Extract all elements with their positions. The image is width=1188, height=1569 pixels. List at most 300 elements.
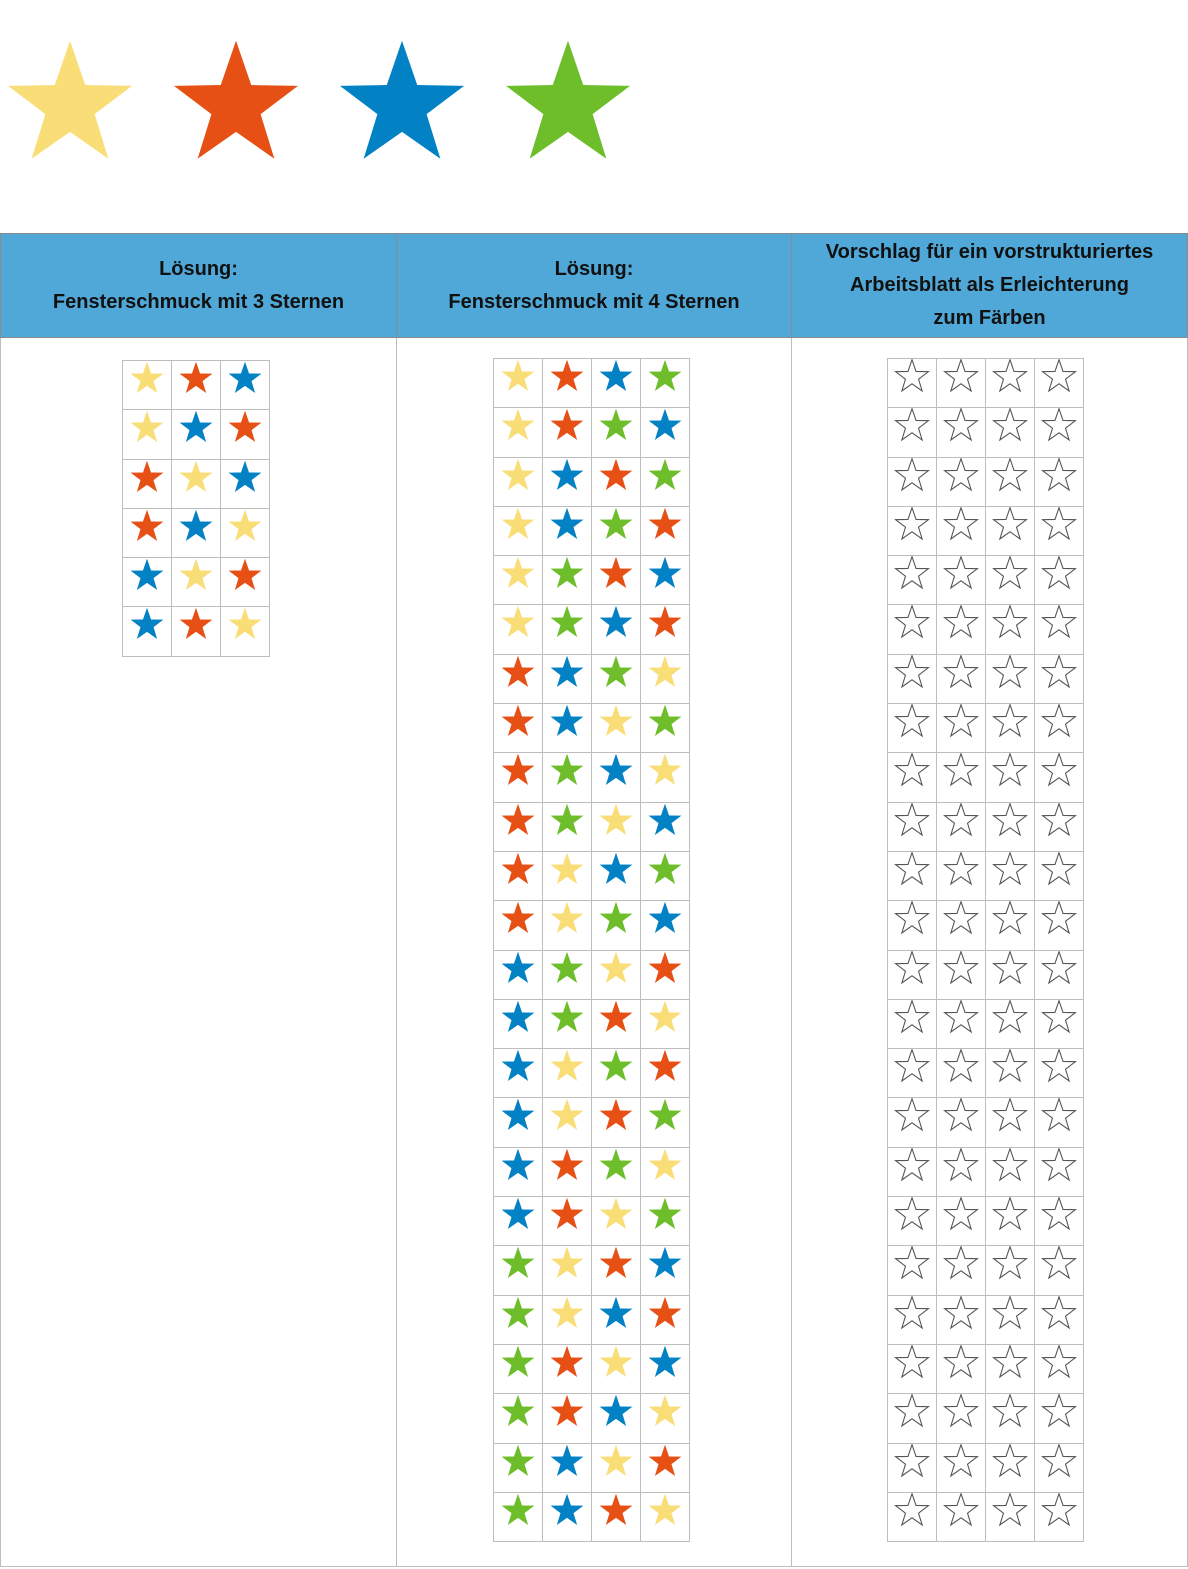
- outline-star-icon: [943, 458, 979, 494]
- grid-cell: [986, 1098, 1035, 1147]
- yellow-star-icon: [500, 359, 536, 395]
- yellow-star-icon: [647, 655, 683, 691]
- blue-star-icon: [598, 852, 634, 888]
- grid-row: [888, 506, 1084, 555]
- grid-cell: [641, 1147, 690, 1196]
- outline-star-icon: [992, 1098, 1028, 1134]
- blue-star-icon: [549, 1444, 585, 1480]
- grid-cell: [123, 508, 172, 557]
- green-star-icon: [598, 901, 634, 937]
- grid-cell: [888, 1492, 937, 1541]
- grid-row: [888, 1197, 1084, 1246]
- grid-cell: [543, 1492, 592, 1541]
- grid-cell: [172, 410, 221, 459]
- outline-star-icon: [894, 1000, 930, 1036]
- yellow-star-icon: [178, 460, 214, 496]
- grid-cell: [888, 654, 937, 703]
- red-star-icon: [598, 556, 634, 592]
- green-star-icon: [500, 1246, 536, 1282]
- grid-cell: [1035, 1295, 1084, 1344]
- grid-cell: [1035, 1344, 1084, 1393]
- grid-row: [123, 459, 270, 508]
- grid-cell: [1035, 457, 1084, 506]
- outline-star-icon: [894, 803, 930, 839]
- grid-row: [494, 1098, 690, 1147]
- red-star-icon: [549, 408, 585, 444]
- yellow-star-icon: [549, 1049, 585, 1085]
- grid-row: [494, 1197, 690, 1246]
- red-star-icon: [500, 704, 536, 740]
- grid-cell: [986, 1344, 1035, 1393]
- grid-cell: [641, 999, 690, 1048]
- grid-cell: [494, 408, 543, 457]
- outline-star-icon: [992, 852, 1028, 888]
- outline-star-icon: [943, 1345, 979, 1381]
- grid-cell: [937, 1394, 986, 1443]
- grid-cell: [592, 506, 641, 555]
- grid-cell: [986, 999, 1035, 1048]
- grid-cell: [888, 1246, 937, 1295]
- grid-cell: [888, 1049, 937, 1098]
- outline-star-icon: [943, 408, 979, 444]
- outline-star-icon: [943, 1098, 979, 1134]
- grid-row: [494, 999, 690, 1048]
- outline-star-icon: [943, 1049, 979, 1085]
- yellow-star-icon: [598, 1444, 634, 1480]
- grid-cell: [543, 901, 592, 950]
- grid-row: [123, 607, 270, 656]
- grid-cell: [494, 654, 543, 703]
- blue-star-icon: [647, 1246, 683, 1282]
- grid-cell: [888, 704, 937, 753]
- grid-cell: [543, 1394, 592, 1443]
- grid-cell: [1035, 556, 1084, 605]
- grid-cell: [543, 654, 592, 703]
- grid-cell: [592, 1147, 641, 1196]
- green-star-icon: [647, 359, 683, 395]
- grid-cell: [592, 654, 641, 703]
- grid-cell: [888, 1098, 937, 1147]
- grid-cell: [641, 753, 690, 802]
- grid-cell: [172, 361, 221, 410]
- grid-row: [494, 1147, 690, 1196]
- grid-cell: [221, 410, 270, 459]
- blue-star-icon: [549, 655, 585, 691]
- grid-cell: [1035, 802, 1084, 851]
- grid-cell: [937, 704, 986, 753]
- grid-cell: [986, 408, 1035, 457]
- solution-table: [0, 233, 1188, 1567]
- grid-row: [888, 851, 1084, 900]
- grid-cell: [641, 851, 690, 900]
- grid-cell: [1035, 1197, 1084, 1246]
- outline-star-icon: [992, 359, 1028, 395]
- grid-cell: [592, 1443, 641, 1492]
- grid-cell: [494, 1443, 543, 1492]
- outline-star-icon: [992, 1493, 1028, 1529]
- red-star-icon: [647, 605, 683, 641]
- grid-cell: [888, 950, 937, 999]
- outline-star-icon: [894, 901, 930, 937]
- grid-row: [888, 1443, 1084, 1492]
- grid-cell: [592, 359, 641, 408]
- blue-star-icon: [598, 1394, 634, 1430]
- outline-star-icon: [1041, 359, 1077, 395]
- outline-star-icon: [992, 1197, 1028, 1233]
- blue-star-icon: [178, 509, 214, 545]
- color-legend: [0, 38, 660, 174]
- outline-star-icon: [1041, 852, 1077, 888]
- grid-cell: [543, 802, 592, 851]
- grid-cell: [986, 950, 1035, 999]
- grid-cell: [888, 408, 937, 457]
- grid-row: [494, 851, 690, 900]
- red-star-icon: [647, 951, 683, 987]
- grid-row: [494, 457, 690, 506]
- grid-cell: [123, 361, 172, 410]
- grid-row: [888, 1492, 1084, 1541]
- yellow-star-icon: [598, 1197, 634, 1233]
- grid-cell: [937, 359, 986, 408]
- yellow-star-icon: [549, 852, 585, 888]
- grid-cell: [494, 506, 543, 555]
- grid-cell: [937, 556, 986, 605]
- grid-cell: [986, 457, 1035, 506]
- green-star-icon: [647, 458, 683, 494]
- outline-star-icon: [1041, 901, 1077, 937]
- outline-star-icon: [992, 605, 1028, 641]
- grid-row: [888, 901, 1084, 950]
- grid-cell: [937, 851, 986, 900]
- yellow-star-icon: [500, 556, 536, 592]
- grid-cell: [937, 901, 986, 950]
- grid-row: [494, 408, 690, 457]
- green-star-icon: [647, 1197, 683, 1233]
- grid-cell: [1035, 901, 1084, 950]
- red-star-icon: [598, 1246, 634, 1282]
- outline-star-icon: [943, 1197, 979, 1233]
- grid-cell: [1035, 1443, 1084, 1492]
- red-star-icon: [227, 410, 263, 446]
- blue-star-icon: [549, 458, 585, 494]
- grid-cell: [543, 556, 592, 605]
- green-star-icon: [500, 1493, 536, 1529]
- window-decoration-4-stars-grid: [493, 358, 690, 1542]
- outline-star-icon: [894, 556, 930, 592]
- grid-cell: [641, 1098, 690, 1147]
- outline-star-icon: [992, 507, 1028, 543]
- grid-cell: [1035, 1098, 1084, 1147]
- outline-star-icon: [1041, 1493, 1077, 1529]
- red-star-icon: [598, 1493, 634, 1529]
- grid-row: [494, 1443, 690, 1492]
- grid-row: [494, 1492, 690, 1541]
- green-star-icon: [598, 1049, 634, 1085]
- blue-star-icon: [500, 951, 536, 987]
- red-star-icon: [500, 753, 536, 789]
- grid-cell: [937, 802, 986, 851]
- outline-star-icon: [1041, 753, 1077, 789]
- header-4-stars: [397, 234, 792, 338]
- grid-cell: [641, 1443, 690, 1492]
- grid-cell: [888, 999, 937, 1048]
- outline-star-icon: [992, 803, 1028, 839]
- outline-star-icon: [943, 951, 979, 987]
- grid-cell: [986, 1049, 1035, 1098]
- grid-cell: [641, 1394, 690, 1443]
- grid-cell: [592, 851, 641, 900]
- grid-cell: [641, 1344, 690, 1393]
- yellow-star-icon: [500, 458, 536, 494]
- grid-cell: [888, 457, 937, 506]
- grid-cell: [592, 950, 641, 999]
- grid-cell: [543, 1098, 592, 1147]
- grid-cell: [641, 654, 690, 703]
- outline-star-icon: [943, 852, 979, 888]
- grid-row: [888, 999, 1084, 1048]
- grid-row: [494, 1049, 690, 1098]
- grid-cell: [641, 605, 690, 654]
- grid-row: [888, 753, 1084, 802]
- grid-cell: [494, 1295, 543, 1344]
- outline-star-icon: [943, 655, 979, 691]
- red-star-icon: [178, 361, 214, 397]
- outline-star-icon: [992, 655, 1028, 691]
- grid-row: [888, 359, 1084, 408]
- grid-cell: [592, 408, 641, 457]
- grid-cell: [888, 556, 937, 605]
- blue-star-icon: [332, 38, 472, 174]
- green-star-icon: [598, 655, 634, 691]
- yellow-star-icon: [227, 509, 263, 545]
- content-row: [1, 338, 1188, 1567]
- green-star-icon: [498, 38, 638, 174]
- grid-cell: [641, 359, 690, 408]
- outline-star-icon: [894, 458, 930, 494]
- blue-star-icon: [647, 901, 683, 937]
- grid-row: [888, 802, 1084, 851]
- grid-cell: [986, 506, 1035, 555]
- grid-row: [888, 1246, 1084, 1295]
- blue-star-icon: [500, 1148, 536, 1184]
- outline-star-icon: [894, 605, 930, 641]
- blue-star-icon: [598, 753, 634, 789]
- yellow-star-icon: [500, 507, 536, 543]
- grid-row: [888, 1098, 1084, 1147]
- grid-cell: [1035, 408, 1084, 457]
- grid-cell: [494, 1394, 543, 1443]
- outline-star-icon: [1041, 1444, 1077, 1480]
- grid-cell: [494, 950, 543, 999]
- red-star-icon: [647, 1444, 683, 1480]
- grid-row: [123, 508, 270, 557]
- outline-star-icon: [894, 1493, 930, 1529]
- grid-cell: [641, 901, 690, 950]
- grid-cell: [543, 1147, 592, 1196]
- blue-star-icon: [500, 1049, 536, 1085]
- blue-star-icon: [549, 1493, 585, 1529]
- outline-star-icon: [943, 753, 979, 789]
- grid-cell: [1035, 1492, 1084, 1541]
- grid-cell: [1035, 1246, 1084, 1295]
- grid-cell: [937, 408, 986, 457]
- grid-row: [494, 1295, 690, 1344]
- grid-cell: [543, 359, 592, 408]
- outline-star-icon: [894, 1098, 930, 1134]
- grid-cell: [494, 901, 543, 950]
- grid-row: [123, 558, 270, 607]
- yellow-star-icon: [0, 38, 140, 174]
- header-line: Fensterschmuck mit 4 Sternen: [448, 290, 740, 313]
- grid-cell: [123, 558, 172, 607]
- header-line: Arbeitsblatt als Erleichterung: [850, 274, 1129, 296]
- blue-star-icon: [178, 410, 214, 446]
- outline-star-icon: [1041, 655, 1077, 691]
- grid-cell: [172, 459, 221, 508]
- outline-star-icon: [943, 1394, 979, 1430]
- grid-cell: [641, 1049, 690, 1098]
- grid-cell: [592, 1049, 641, 1098]
- grid-cell: [1035, 851, 1084, 900]
- grid-cell: [543, 1295, 592, 1344]
- outline-star-icon: [1041, 1394, 1077, 1430]
- red-star-icon: [178, 607, 214, 643]
- grid-row: [494, 704, 690, 753]
- red-star-icon: [166, 38, 306, 174]
- cell-4-stars: [397, 338, 792, 1567]
- outline-star-icon: [992, 1296, 1028, 1332]
- grid-cell: [986, 1394, 1035, 1443]
- yellow-star-icon: [647, 1000, 683, 1036]
- grid-cell: [494, 556, 543, 605]
- grid-cell: [592, 605, 641, 654]
- outline-star-icon: [943, 1246, 979, 1282]
- grid-cell: [888, 506, 937, 555]
- green-star-icon: [647, 704, 683, 740]
- grid-cell: [986, 851, 1035, 900]
- outline-star-icon: [943, 901, 979, 937]
- blue-star-icon: [227, 361, 263, 397]
- grid-cell: [937, 1492, 986, 1541]
- outline-star-icon: [1041, 507, 1077, 543]
- outline-star-icon: [894, 1246, 930, 1282]
- grid-cell: [937, 1049, 986, 1098]
- grid-cell: [494, 851, 543, 900]
- outline-star-icon: [894, 951, 930, 987]
- grid-cell: [641, 1492, 690, 1541]
- grid-cell: [641, 506, 690, 555]
- grid-cell: [494, 802, 543, 851]
- yellow-star-icon: [129, 410, 165, 446]
- green-star-icon: [598, 408, 634, 444]
- outline-star-icon: [992, 1444, 1028, 1480]
- outline-star-icon: [894, 1296, 930, 1332]
- grid-cell: [888, 1295, 937, 1344]
- grid-cell: [543, 457, 592, 506]
- grid-cell: [986, 1443, 1035, 1492]
- outline-star-icon: [943, 507, 979, 543]
- grid-cell: [1035, 704, 1084, 753]
- grid-cell: [937, 950, 986, 999]
- grid-cell: [494, 1197, 543, 1246]
- red-star-icon: [598, 458, 634, 494]
- grid-cell: [1035, 999, 1084, 1048]
- grid-cell: [986, 901, 1035, 950]
- outline-star-icon: [943, 556, 979, 592]
- outline-star-icon: [992, 1246, 1028, 1282]
- outline-star-icon: [1041, 1000, 1077, 1036]
- grid-cell: [543, 1344, 592, 1393]
- grid-row: [494, 605, 690, 654]
- grid-cell: [888, 1197, 937, 1246]
- grid-cell: [937, 506, 986, 555]
- grid-cell: [543, 506, 592, 555]
- grid-cell: [494, 359, 543, 408]
- grid-cell: [592, 457, 641, 506]
- grid-cell: [937, 1443, 986, 1492]
- grid-cell: [986, 1492, 1035, 1541]
- grid-cell: [543, 1049, 592, 1098]
- yellow-star-icon: [598, 704, 634, 740]
- header-line: Lösung:: [554, 257, 634, 280]
- outline-star-icon: [1041, 1246, 1077, 1282]
- blue-star-icon: [647, 803, 683, 839]
- red-star-icon: [129, 509, 165, 545]
- blue-star-icon: [647, 408, 683, 444]
- blue-star-icon: [647, 1345, 683, 1381]
- red-star-icon: [647, 1296, 683, 1332]
- red-star-icon: [500, 852, 536, 888]
- green-star-icon: [500, 1345, 536, 1381]
- grid-cell: [543, 753, 592, 802]
- grid-cell: [888, 1147, 937, 1196]
- outline-star-icon: [943, 1148, 979, 1184]
- grid-cell: [592, 1098, 641, 1147]
- grid-cell: [221, 459, 270, 508]
- grid-cell: [172, 558, 221, 607]
- yellow-star-icon: [647, 1493, 683, 1529]
- grid-cell: [986, 1295, 1035, 1344]
- outline-star-icon: [894, 359, 930, 395]
- yellow-star-icon: [598, 803, 634, 839]
- grid-cell: [543, 1197, 592, 1246]
- yellow-star-icon: [129, 361, 165, 397]
- outline-star-icon: [992, 901, 1028, 937]
- outline-star-icon: [1041, 1345, 1077, 1381]
- grid-cell: [494, 1147, 543, 1196]
- blue-star-icon: [500, 1098, 536, 1134]
- grid-cell: [888, 802, 937, 851]
- blue-star-icon: [500, 1000, 536, 1036]
- outline-star-icon: [943, 1444, 979, 1480]
- grid-cell: [123, 607, 172, 656]
- grid-cell: [937, 654, 986, 703]
- outline-star-icon: [943, 605, 979, 641]
- red-star-icon: [598, 1098, 634, 1134]
- outline-star-icon: [1041, 605, 1077, 641]
- grid-cell: [937, 457, 986, 506]
- grid-row: [494, 1394, 690, 1443]
- outline-star-icon: [992, 951, 1028, 987]
- grid-row: [888, 950, 1084, 999]
- grid-cell: [888, 901, 937, 950]
- grid-row: [888, 457, 1084, 506]
- grid-cell: [494, 605, 543, 654]
- grid-cell: [641, 457, 690, 506]
- blue-star-icon: [129, 558, 165, 594]
- red-star-icon: [500, 803, 536, 839]
- outline-star-icon: [992, 704, 1028, 740]
